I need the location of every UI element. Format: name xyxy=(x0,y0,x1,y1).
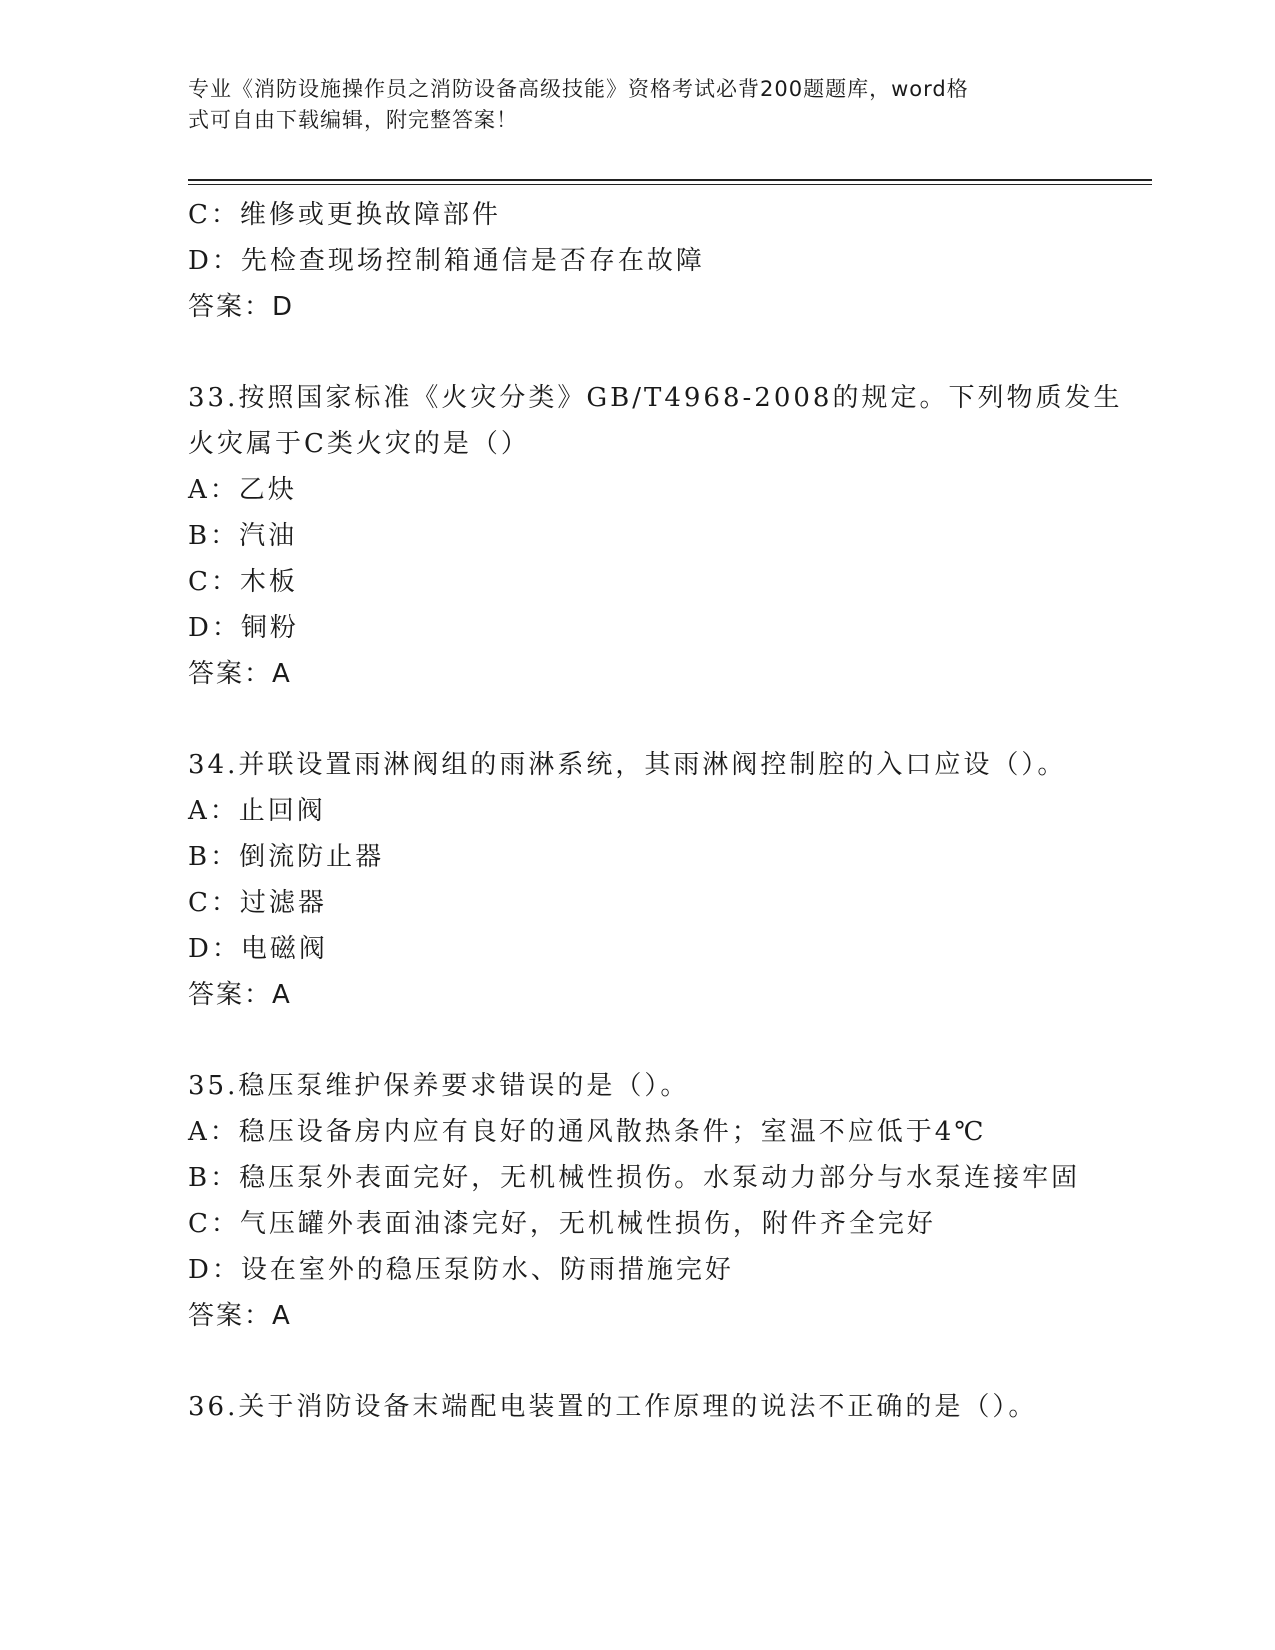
document-header xyxy=(188,74,1068,136)
option-d: D：先检查现场控制箱通信是否存在故障 xyxy=(188,246,705,276)
question-33 xyxy=(188,375,1123,697)
question-35 xyxy=(188,1063,1088,1339)
option-c: C：木板 xyxy=(188,567,298,597)
answer: 答案：A xyxy=(188,659,292,689)
question-stem: 36.关于消防设备末端配电装置的工作原理的说法不正确的是（）。 xyxy=(188,1392,1038,1422)
question-stem: 34.并联设置雨淋阀组的雨淋系统，其雨淋阀控制腔的入口应设（）。 xyxy=(188,750,1067,780)
question-list xyxy=(188,192,1123,1430)
header-divider-thin xyxy=(188,184,1152,185)
option-d: D：电磁阀 xyxy=(188,934,328,964)
header-line-1: 专业《消防设施操作员之消防设备高级技能》资格考试必背200题题库，word格 xyxy=(188,77,969,101)
option-a: A：乙炔 xyxy=(188,475,297,505)
header-line-2: 式可自由下载编辑，附完整答案！ xyxy=(188,108,518,132)
answer: 答案：D xyxy=(188,292,295,322)
header-divider-thick xyxy=(188,179,1152,181)
question-34 xyxy=(188,742,1088,1018)
option-a: A：稳压设备房内应有良好的通风散热条件；室温不应低于4℃ xyxy=(188,1117,987,1147)
option-c: C：过滤器 xyxy=(188,888,327,918)
option-b: B：稳压泵外表面完好，无机械性损伤。水泵动力部分与水泵连接牢固 xyxy=(188,1163,1081,1193)
answer: 答案：A xyxy=(188,1301,292,1331)
option-d: D：铜粉 xyxy=(188,613,299,643)
question-32-tail xyxy=(188,192,1088,330)
answer: 答案：A xyxy=(188,980,292,1010)
question-stem: 35.稳压泵维护保养要求错误的是（）。 xyxy=(188,1071,690,1101)
question-36 xyxy=(188,1384,1088,1430)
option-a: A：止回阀 xyxy=(188,796,326,826)
option-d: D：设在室外的稳压泵防水、防雨措施完好 xyxy=(188,1255,734,1285)
option-c: C：气压罐外表面油漆完好，无机械性损伤，附件齐全完好 xyxy=(188,1209,936,1239)
question-stem-continued: 火灾属于C类火灾的是（） xyxy=(188,429,530,459)
option-b: B：汽油 xyxy=(188,521,298,551)
option-b: B：倒流防止器 xyxy=(188,842,385,872)
question-stem: 33.按照国家标准《火灾分类》GB/T4968-2008的规定。下列物质发生 xyxy=(188,383,1123,413)
option-c: C：维修或更换故障部件 xyxy=(188,200,501,230)
